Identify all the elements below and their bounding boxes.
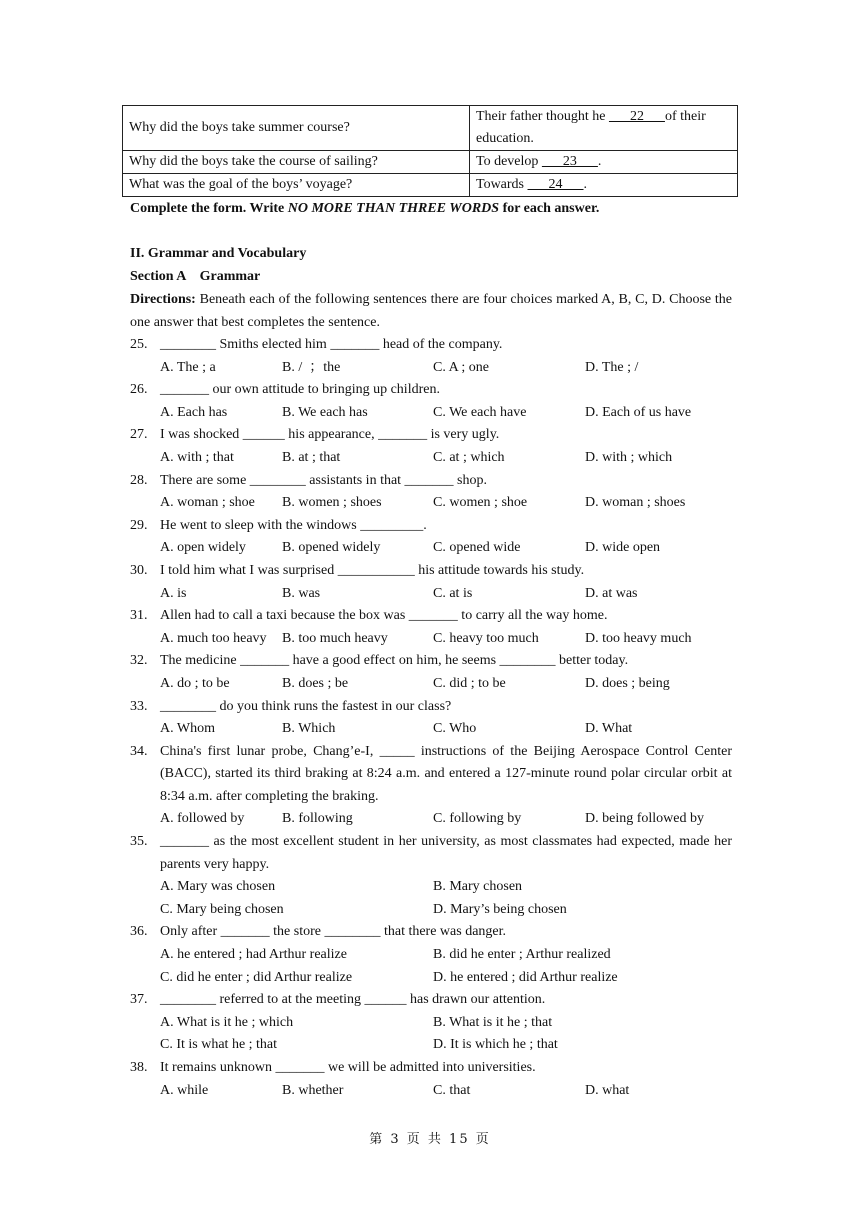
page-footer: 第 3 页 共 15 页 — [369, 1132, 491, 1147]
form-instruction: Complete the form. Write NO MORE THAN THREE WORDS for each answer. — [130, 201, 600, 216]
option-row — [160, 673, 732, 696]
option-d: D. The ; / — [585, 359, 639, 375]
answer-suffix: of their education. — [476, 109, 706, 146]
answer-form-table — [122, 105, 738, 197]
option-c: C. did ; to be — [433, 675, 506, 691]
option-b: B. was — [282, 585, 321, 601]
option-row — [160, 1034, 732, 1057]
option-d: D. Each of us have — [585, 404, 692, 420]
directions: Directions: Beneath each of the following sentences there are four choices marked A, B, C, D. Choose the one answer that best completes the sentence. — [130, 292, 732, 330]
question-number: 26. — [130, 382, 148, 398]
question-item — [130, 1057, 732, 1102]
question-number: 29. — [130, 517, 148, 533]
question-number: 33. — [130, 698, 148, 714]
answer-prefix: To develop — [476, 154, 542, 169]
question-list — [130, 334, 732, 1102]
option-c: C. that — [433, 1082, 471, 1098]
answer-blank: 22 — [608, 109, 665, 124]
question-stem — [130, 560, 732, 583]
question-number: 34. — [130, 743, 148, 759]
option-b: B. whether — [282, 1082, 344, 1098]
question-number: 37. — [130, 992, 148, 1008]
question-item — [130, 334, 732, 379]
form-row — [123, 174, 738, 197]
question-stem — [130, 921, 732, 944]
option-b: B. Mary chosen — [433, 879, 523, 895]
form-question: What was the goal of the boys’ voyage? — [123, 174, 470, 197]
question-item — [130, 470, 732, 515]
option-a: A. followed by — [160, 811, 245, 827]
option-c: C. did he enter ; did Arthur realize — [160, 969, 353, 985]
option-row — [160, 1012, 732, 1035]
option-b: B. We each has — [282, 404, 368, 420]
option-row — [160, 402, 732, 425]
option-c: C. following by — [433, 811, 522, 827]
option-row — [160, 1080, 732, 1103]
option-a: A. do ; to be — [160, 675, 230, 691]
option-a: A. he entered ; had Arthur realize — [160, 947, 347, 963]
question-stem — [130, 605, 732, 628]
question-item — [130, 560, 732, 605]
form-question: Why did the boys take the course of sailing? — [123, 151, 470, 174]
answer-blank: 24 — [527, 177, 584, 192]
question-number: 28. — [130, 472, 148, 488]
form-answer — [470, 174, 738, 197]
form-row — [123, 106, 738, 151]
question-text: The medicine _______ have a good effect on him, he seems ________ better today. — [160, 653, 629, 669]
option-b: B. does ; be — [282, 675, 349, 691]
option-d: D. Mary’s being chosen — [433, 901, 567, 917]
option-b: B. too much heavy — [282, 630, 388, 646]
option-a: A. with ; that — [160, 449, 234, 465]
question-text: Allen had to call a taxi because the box was _______ to carry all the way home. — [160, 608, 608, 624]
question-text: He went to sleep with the windows _________. — [160, 517, 427, 533]
option-d: D. with ; which — [585, 449, 673, 465]
question-stem — [130, 650, 732, 673]
option-row — [160, 492, 732, 515]
option-a: A. What is it he ; which — [160, 1014, 294, 1030]
option-d: D. woman ; shoes — [585, 495, 686, 511]
option-c: C. at ; which — [433, 449, 505, 465]
question-item — [130, 379, 732, 424]
option-c: C. It is what he ; that — [160, 1037, 278, 1053]
option-c: C. A ; one — [433, 359, 490, 375]
option-c: C. We each have — [433, 404, 527, 420]
option-row — [160, 899, 732, 922]
answer-suffix: . — [597, 154, 602, 169]
question-number: 31. — [130, 608, 148, 624]
option-b: B. at ; that — [282, 449, 341, 465]
question-number: 38. — [130, 1060, 148, 1075]
question-text: ________ Smiths elected him _______ head of the company. — [160, 337, 503, 352]
question-item — [130, 605, 732, 650]
question-item — [130, 696, 732, 741]
option-d: D. It is which he ; that — [433, 1037, 558, 1053]
question-stem — [130, 1057, 732, 1080]
option-c: C. Who — [433, 721, 477, 737]
option-a: A. Whom — [160, 721, 215, 737]
option-c: C. heavy too much — [433, 630, 539, 646]
question-item — [130, 741, 732, 831]
option-row — [160, 944, 732, 967]
question-number: 35. — [130, 834, 148, 850]
answer-suffix: . — [583, 177, 588, 192]
question-text: ________ referred to at the meeting ______ has drawn our attention. — [160, 992, 546, 1008]
form-row — [123, 151, 738, 174]
question-stem — [130, 989, 732, 1012]
question-item — [130, 650, 732, 695]
question-number: 36. — [130, 924, 148, 940]
question-stem — [130, 334, 732, 357]
answer-blank: 23 — [541, 154, 598, 169]
question-stem — [130, 741, 732, 809]
option-b: B. did he enter ; Arthur realized — [433, 947, 611, 963]
question-text: China's first lunar probe, Chang’e-I, _____ instructions of the Beijing Aerospace Control Center (BACC), started its third braking at 8:24 a.m. and entered a 127-minute round polar circular orbit at 8:34 a.m. after completing the braking. — [160, 743, 732, 804]
question-stem — [130, 470, 732, 493]
question-stem — [130, 831, 732, 876]
option-a: A. Each has — [160, 404, 228, 420]
question-number: 25. — [130, 337, 148, 352]
option-a: A. open widely — [160, 540, 246, 556]
option-row — [160, 876, 732, 899]
question-item — [130, 424, 732, 469]
option-b: B. opened widely — [282, 540, 381, 556]
form-answer — [470, 151, 738, 174]
question-text: There are some ________ assistants in that _______ shop. — [160, 472, 488, 488]
option-row — [160, 537, 732, 560]
question-text: _______ as the most excellent student in her university, as most classmates had expected, made her parents very happy. — [160, 834, 732, 872]
option-row — [160, 967, 732, 990]
option-row — [160, 628, 732, 651]
option-row — [160, 447, 732, 470]
question-item — [130, 989, 732, 1057]
question-item — [130, 515, 732, 560]
option-a: A. while — [160, 1082, 209, 1098]
option-c: C. Mary being chosen — [160, 901, 284, 917]
option-a: A. much too heavy — [160, 630, 267, 646]
question-text: _______ our own attitude to bringing up children. — [160, 382, 440, 398]
option-a: A. is — [160, 585, 187, 601]
question-text: Only after _______ the store ________ that there was danger. — [160, 924, 507, 940]
option-d: D. what — [585, 1082, 630, 1098]
option-d: D. wide open — [585, 540, 661, 556]
option-b: B. following — [282, 811, 353, 827]
option-row — [160, 718, 732, 741]
question-text: It remains unknown _______ we will be admitted into universities. — [160, 1060, 536, 1075]
question-number: 32. — [130, 653, 148, 669]
option-d: D. does ; being — [585, 675, 670, 691]
option-row — [160, 357, 732, 380]
question-stem — [130, 424, 732, 447]
form-answer — [470, 106, 738, 151]
question-text: I was shocked ______ his appearance, _______ is very ugly. — [160, 427, 500, 443]
form-question: Why did the boys take summer course? — [123, 106, 470, 151]
option-b: B. What is it he ; that — [433, 1014, 553, 1030]
question-stem — [130, 379, 732, 402]
question-number: 27. — [130, 427, 148, 443]
option-a: A. woman ; shoe — [160, 495, 255, 511]
option-c: C. opened wide — [433, 540, 521, 556]
option-d: D. What — [585, 721, 633, 737]
question-text: I told him what I was surprised ___________ his attitude towards his study. — [160, 562, 585, 578]
option-d: D. being followed by — [585, 811, 704, 827]
option-row — [160, 808, 732, 831]
option-row — [160, 583, 732, 606]
section-title: II. Grammar and Vocabulary — [130, 246, 307, 261]
question-item — [130, 831, 732, 921]
question-stem — [130, 696, 732, 719]
answer-prefix: Towards — [476, 177, 528, 192]
option-d: D. too heavy much — [585, 630, 692, 646]
answer-prefix: Their father thought he — [476, 109, 609, 124]
question-text: ________ do you think runs the fastest in our class? — [160, 698, 452, 714]
option-b: B. Which — [282, 721, 336, 737]
section-a-title: Section A Grammar — [130, 269, 261, 284]
question-number: 30. — [130, 562, 148, 578]
option-d: D. he entered ; did Arthur realize — [433, 969, 618, 985]
option-b: B. women ; shoes — [282, 495, 382, 511]
option-d: D. at was — [585, 585, 638, 601]
question-item — [130, 921, 732, 989]
option-c: C. at is — [433, 585, 473, 601]
option-b: B. / ；the — [282, 359, 341, 375]
question-stem — [130, 515, 732, 538]
option-c: C. women ; shoe — [433, 495, 528, 511]
option-a: A. The ; a — [160, 359, 216, 375]
option-a: A. Mary was chosen — [160, 879, 276, 895]
